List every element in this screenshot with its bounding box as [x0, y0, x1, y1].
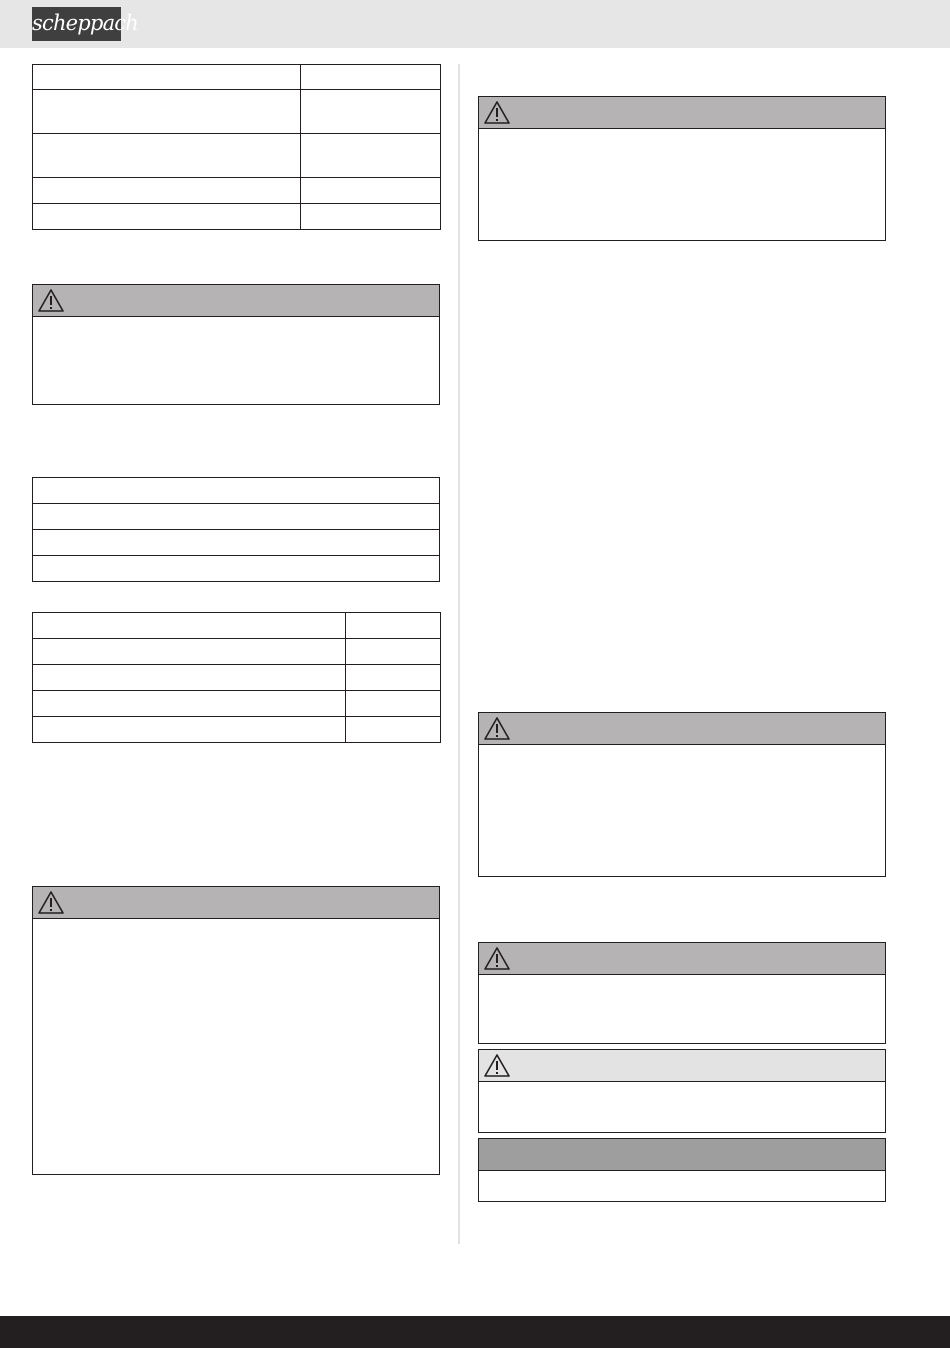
warning-box [478, 712, 886, 877]
warning-box [478, 942, 886, 1044]
table-cell [301, 65, 441, 90]
column-divider [458, 64, 460, 1244]
note-box-header [479, 1139, 885, 1171]
table-cell [33, 504, 440, 530]
warning-triangle-icon [37, 288, 65, 313]
table-cell [301, 178, 441, 204]
table-cell [33, 556, 440, 582]
note-box [478, 1138, 886, 1202]
table-cell [33, 613, 346, 639]
table-cell [33, 90, 301, 134]
table-cell [33, 691, 346, 717]
warning-box [32, 886, 440, 1175]
table-cell [346, 613, 441, 639]
table-cell [33, 639, 346, 665]
page-footer [0, 1316, 950, 1348]
warning-box [478, 96, 886, 241]
warning-box-header [33, 887, 439, 919]
table-cell [33, 204, 301, 230]
table-cell [33, 717, 346, 743]
caution-box [478, 1049, 886, 1133]
table-cell [301, 204, 441, 230]
spec-table-3 [32, 612, 441, 743]
warning-box-header [33, 285, 439, 317]
caution-box-header [479, 1050, 885, 1082]
spec-table-1 [32, 64, 441, 230]
warning-triangle-icon [37, 890, 65, 915]
table-cell [301, 134, 441, 178]
warning-triangle-icon [483, 1053, 511, 1078]
warning-box-header [479, 943, 885, 975]
page-header [0, 0, 950, 48]
scheppach-logo: scheppach [32, 7, 121, 41]
spec-table-2 [32, 477, 440, 582]
warning-triangle-icon [483, 946, 511, 971]
table-cell [346, 691, 441, 717]
warning-triangle-icon [483, 100, 511, 125]
table-cell [33, 530, 440, 556]
warning-box-header [479, 97, 885, 129]
warning-triangle-icon [483, 716, 511, 741]
table-cell [346, 639, 441, 665]
table-cell [33, 178, 301, 204]
table-cell [346, 665, 441, 691]
warning-box [32, 284, 440, 405]
table-cell [33, 478, 440, 504]
table-cell [346, 717, 441, 743]
table-cell [33, 134, 301, 178]
warning-box-header [479, 713, 885, 745]
table-cell [301, 90, 441, 134]
table-cell [33, 665, 346, 691]
table-cell [33, 65, 301, 90]
